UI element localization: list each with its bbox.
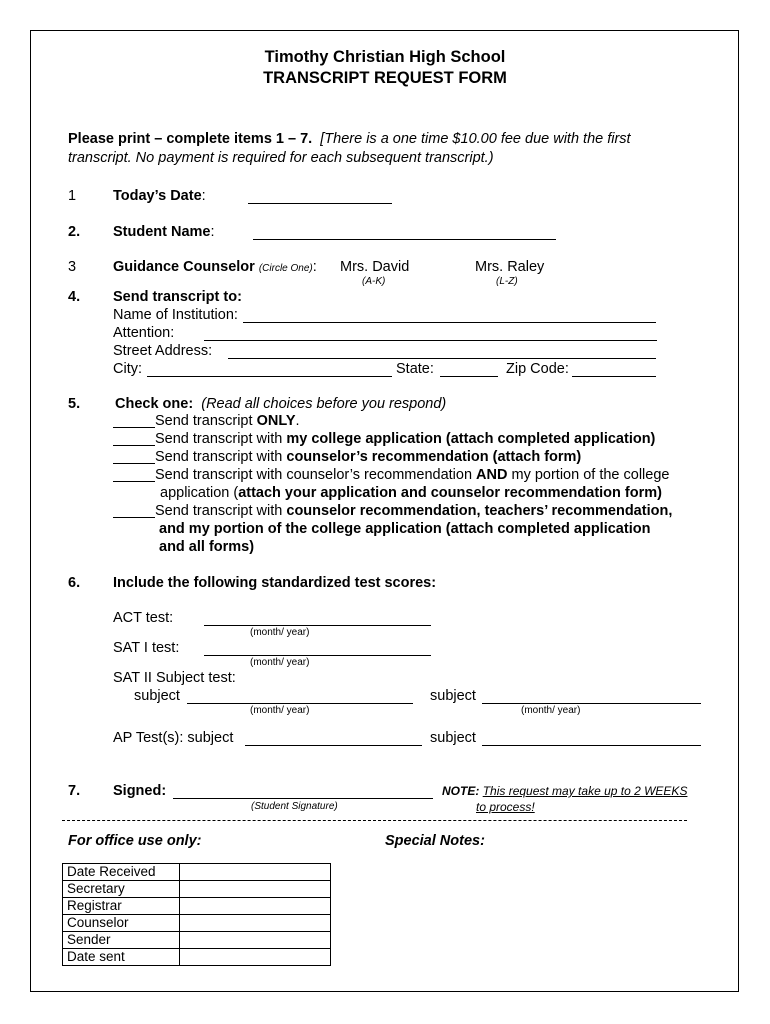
item-1-label: Today’s Date:: [113, 188, 206, 204]
sat2-subject-1-month-year: (month/ year): [250, 705, 310, 716]
office-row-value[interactable]: [180, 898, 331, 915]
office-table-row: [63, 864, 331, 881]
institution-field[interactable]: [243, 322, 656, 323]
option-5-text-line2: and my portion of the college application (attach completed application: [159, 521, 651, 537]
office-row-label: Secretary: [63, 881, 180, 898]
test-scores-label: Include the following standardized test scores:: [113, 575, 437, 591]
option-3-checkline[interactable]: [113, 463, 155, 464]
check-one-heading: [115, 396, 446, 412]
city-label: City:: [113, 361, 142, 377]
sat1-label: SAT I test:: [113, 640, 180, 656]
send-to-label: Send transcript to:: [113, 289, 242, 305]
state-field[interactable]: [440, 376, 498, 377]
attention-field[interactable]: [204, 340, 657, 341]
street-field[interactable]: [228, 358, 656, 359]
option-4-text-line2: application (attach your application and counselor recommendation form): [160, 485, 662, 501]
sat2-subject-2-month-year: (month/ year): [521, 705, 581, 716]
option-4-text: Send transcript with counselor’s recommendation AND my portion of the college: [155, 467, 670, 483]
processing-note: [442, 784, 687, 798]
act-field[interactable]: [204, 625, 431, 626]
raley-range: (L-Z): [496, 276, 518, 287]
item-7-number: 7.: [68, 783, 81, 799]
form-title: TRANSCRIPT REQUEST FORM: [263, 69, 507, 87]
zip-label: Zip Code:: [506, 361, 569, 377]
office-divider: [62, 820, 687, 821]
sat2-label: SAT II Subject test:: [113, 670, 236, 686]
office-row-label: Date Received: [63, 864, 180, 881]
signature-field[interactable]: [173, 798, 433, 799]
special-notes-heading: Special Notes:: [385, 833, 485, 849]
office-row-label: Sender: [63, 932, 180, 949]
instructions: [68, 131, 631, 147]
item-4-number: 4.: [68, 289, 81, 305]
office-row-label: Date sent: [63, 949, 180, 966]
option-5-checkline[interactable]: [113, 517, 155, 518]
city-field[interactable]: [147, 376, 392, 377]
check-one-note: (Read all choices before you respond): [201, 396, 447, 412]
david-range: (A-K): [362, 276, 386, 287]
sat2-subject-1-field[interactable]: [187, 703, 413, 704]
office-table-row: [63, 881, 331, 898]
signed-label: Signed:: [113, 783, 167, 799]
act-label: ACT test:: [113, 610, 174, 626]
street-label: Street Address:: [113, 343, 213, 359]
institution-label: Name of Institution:: [113, 307, 238, 323]
instructions-bold: Please print – complete items 1 – 7.: [68, 131, 313, 147]
ap-subject-1-field[interactable]: [245, 745, 422, 746]
option-5-text: Send transcript with counselor recommendation, teachers’ recommendation,: [155, 503, 673, 519]
zip-field[interactable]: [572, 376, 656, 377]
office-row-value[interactable]: [180, 881, 331, 898]
option-2-checkline[interactable]: [113, 445, 155, 446]
act-month-year: (month/ year): [250, 627, 310, 638]
option-1-text: Send transcript ONLY.: [155, 413, 300, 429]
office-row-value[interactable]: [180, 949, 331, 966]
ap-subject-2-label: subject: [430, 730, 476, 746]
counselor-option-raley[interactable]: Mrs. Raley: [475, 259, 545, 275]
student-name-label: Student Name: [113, 224, 211, 240]
sat1-field[interactable]: [204, 655, 431, 656]
office-use-heading: For office use only:: [68, 833, 202, 849]
todays-date-label: Today’s Date: [113, 188, 202, 204]
office-row-label: Registrar: [63, 898, 180, 915]
option-2-text: Send transcript with my college application (attach completed application): [155, 431, 656, 447]
attention-label: Attention:: [113, 325, 175, 341]
office-table-row: [63, 932, 331, 949]
signature-caption: (Student Signature): [251, 801, 338, 812]
student-name-field[interactable]: [253, 239, 556, 240]
todays-date-field[interactable]: [248, 203, 392, 204]
circle-one-note: (Circle One): [258, 263, 313, 274]
item-2-label: Student Name:: [113, 224, 215, 240]
office-table-row: [63, 949, 331, 966]
office-table-row: [63, 915, 331, 932]
note-label: NOTE:: [442, 784, 480, 798]
office-row-value[interactable]: [180, 915, 331, 932]
office-use-table: [62, 863, 331, 966]
check-one-label: Check one:: [115, 396, 194, 412]
item-2-number: 2.: [68, 224, 81, 240]
office-table-row: [63, 898, 331, 915]
state-label: State:: [396, 361, 434, 377]
item-3-label: Guidance Counselor (Circle One):: [113, 259, 317, 275]
sat1-month-year: (month/ year): [250, 657, 310, 668]
counselor-option-david[interactable]: Mrs. David: [340, 259, 410, 275]
option-5-text-line3: and all forms): [159, 539, 255, 555]
processing-note-line2: to process!: [476, 800, 535, 814]
ap-subject-2-field[interactable]: [482, 745, 701, 746]
office-row-label: Counselor: [63, 915, 180, 932]
item-5-number: 5.: [68, 396, 81, 412]
item-3-number: 3: [68, 259, 77, 275]
option-3-text: Send transcript with counselor’s recommendation (attach form): [155, 449, 582, 465]
school-name: Timothy Christian High School: [264, 48, 506, 66]
fee-note: [There is a one time $10.00 fee due with the first: [320, 131, 631, 147]
option-1-checkline[interactable]: [113, 427, 155, 428]
item-1-number: 1: [68, 188, 77, 204]
fee-note-line2: transcript. No payment is required for each subsequent transcript.): [68, 150, 494, 166]
option-4-checkline[interactable]: [113, 481, 155, 482]
ap-label: AP Test(s): subject: [113, 730, 234, 746]
item-6-number: 6.: [68, 575, 81, 591]
office-row-value[interactable]: [180, 932, 331, 949]
sat2-subject-2-field[interactable]: [482, 703, 701, 704]
counselor-label: Guidance Counselor: [113, 259, 255, 275]
sat2-subject-1-label: subject: [134, 688, 180, 704]
sat2-subject-2-label: subject: [430, 688, 476, 704]
office-row-value[interactable]: [180, 864, 331, 881]
note-text: This request may take up to 2 WEEKS: [482, 784, 688, 798]
